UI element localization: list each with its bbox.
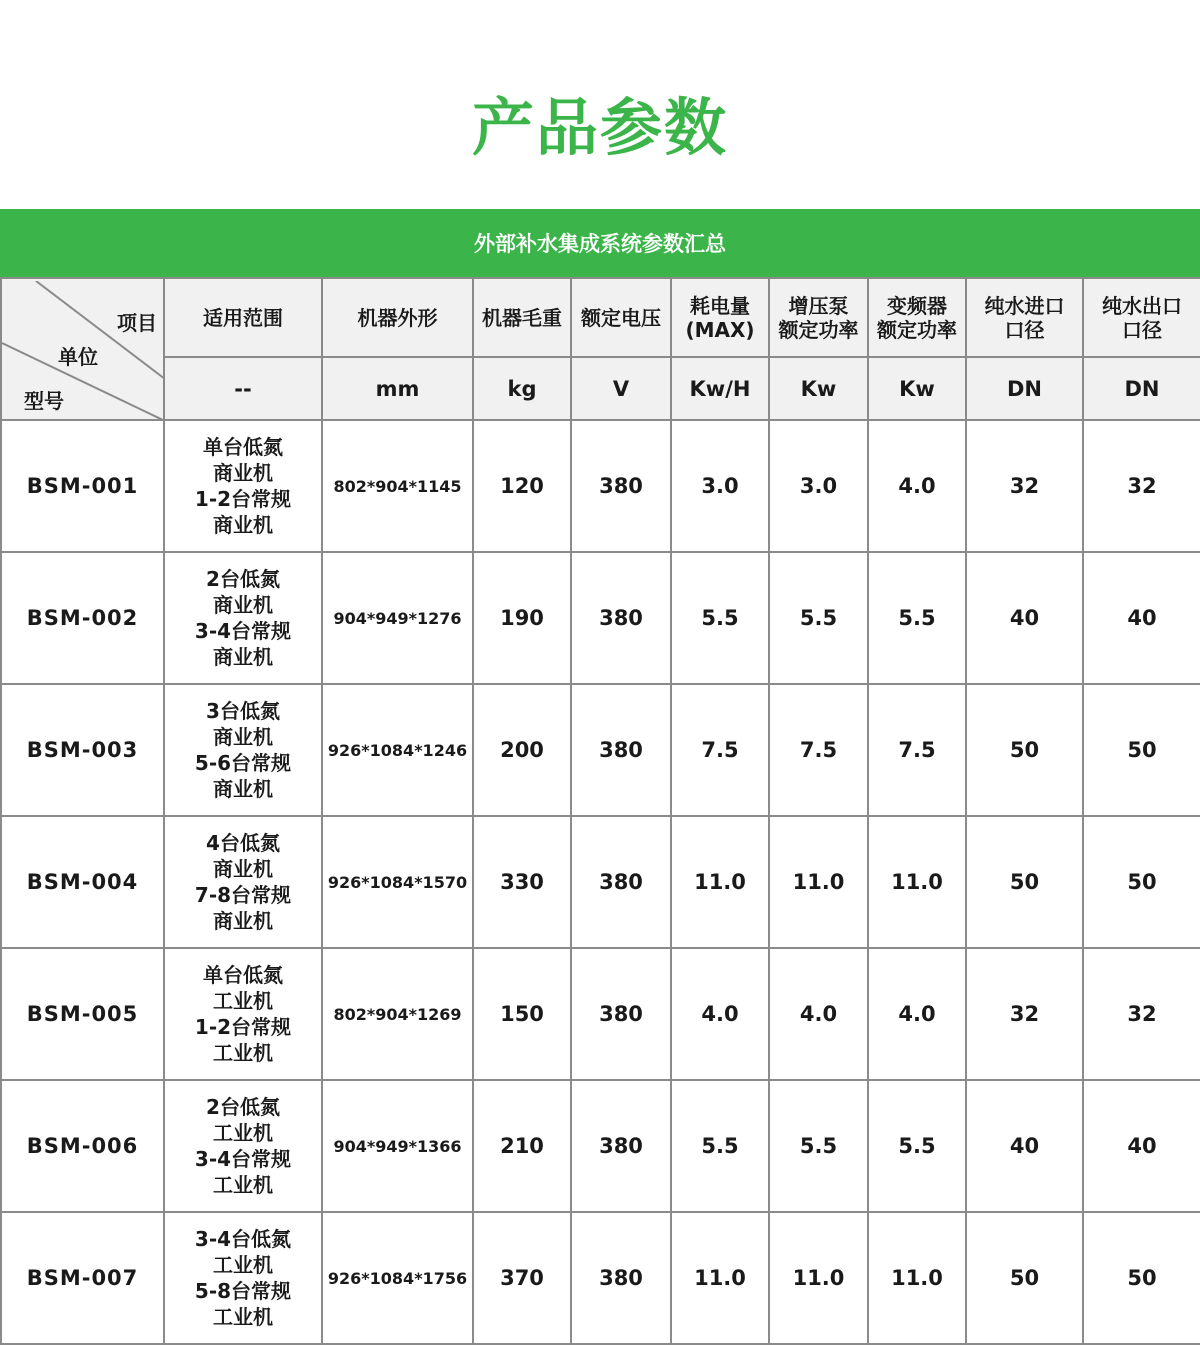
weight-cell: 150 [473,948,571,1080]
scope-line: 3台低氮 [206,699,280,723]
dimensions-cell: 926*1084*1570 [322,816,473,948]
scope-line: 3-4台常规 [194,619,292,643]
scope-cell [164,420,322,552]
voltage-cell: 380 [571,1080,671,1212]
column-header-line: 额定功率 [778,317,859,342]
power-cell: 5.5 [671,1080,769,1212]
voltage-cell: 380 [571,684,671,816]
scope-line: 7-8台常规 [194,883,292,907]
dimensions-cell: 802*904*1269 [322,948,473,1080]
scope-line: 单台低氮 [203,963,283,987]
scope-line: 工业机 [213,1173,273,1197]
inverter-cell: 4.0 [868,948,966,1080]
model-cell: BSM-005 [1,948,164,1080]
dimensions-cell: 802*904*1145 [322,420,473,552]
column-unit: Kw [868,357,966,420]
scope-cell [164,948,322,1080]
column-unit: -- [164,357,322,420]
column-header-line: 口径 [1004,317,1045,342]
scope-line: 单台低氮 [203,435,283,459]
banner-text: 外部补水集成系统参数汇总 [474,232,726,256]
power-cell: 7.5 [671,684,769,816]
scope-line: 2台低氮 [206,1095,280,1119]
column-header-line: 机器外形 [357,305,438,330]
column-header [473,278,571,357]
params-table-body [1,278,1200,1344]
column-header-line: 额定电压 [581,305,661,330]
inlet-cell: 40 [966,552,1083,684]
column-header-line: 机器毛重 [482,305,562,330]
corner-wrap [2,281,163,417]
inlet-cell: 50 [966,816,1083,948]
pump-cell: 5.5 [769,552,868,684]
column-header [671,278,769,357]
outlet-cell: 50 [1083,1212,1200,1344]
dimensions-cell: 904*949*1366 [322,1080,473,1212]
outlet-cell: 32 [1083,420,1200,552]
outlet-cell: 50 [1083,816,1200,948]
table-row [1,420,1200,552]
scope-line: 工业机 [213,1041,273,1065]
scope-line: 商业机 [213,513,273,537]
scope-line: 1-2台常规 [194,1015,292,1039]
power-cell: 11.0 [671,1212,769,1344]
voltage-cell: 380 [571,816,671,948]
column-header-line: 额定功率 [877,317,957,342]
scope-line: 商业机 [213,645,273,669]
inverter-cell: 4.0 [868,420,966,552]
scope-line: 工业机 [213,989,273,1013]
scope-cell [164,1212,322,1344]
column-unit: DN [966,357,1083,420]
scope-cell [164,816,322,948]
column-header-line: (MAX) [685,317,755,342]
weight-cell: 370 [473,1212,571,1344]
weight-cell: 330 [473,816,571,948]
inverter-cell: 5.5 [868,552,966,684]
column-header-line: 适用范围 [203,305,283,330]
column-header [966,278,1083,357]
outlet-cell: 50 [1083,684,1200,816]
scope-line: 2台低氮 [206,567,280,591]
scope-line: 5-6台常规 [194,751,292,775]
column-header [164,278,322,357]
power-cell: 3.0 [671,420,769,552]
scope-line: 工业机 [213,1305,273,1329]
weight-cell: 190 [473,552,571,684]
corner-cell [1,278,164,420]
column-header [868,278,966,357]
model-cell: BSM-004 [1,816,164,948]
dimensions-cell: 926*1084*1756 [322,1212,473,1344]
column-unit: DN [1083,357,1200,420]
outlet-cell: 32 [1083,948,1200,1080]
inlet-cell: 32 [966,420,1083,552]
column-header-line: 耗电量 [690,293,750,318]
voltage-cell: 380 [571,552,671,684]
inlet-cell: 40 [966,1080,1083,1212]
power-cell: 4.0 [671,948,769,1080]
inlet-cell: 50 [966,1212,1083,1344]
scope-cell [164,684,322,816]
scope-line: 4台低氮 [206,831,280,855]
scope-line: 商业机 [213,777,273,801]
corner-item-label: 项目 [117,311,157,335]
column-header [322,278,473,357]
scope-line: 3-4台低氮 [194,1227,292,1251]
params-table [0,277,1200,1345]
inlet-cell: 32 [966,948,1083,1080]
column-unit: Kw [769,357,868,420]
scope-line: 5-8台常规 [194,1279,292,1303]
model-cell: BSM-002 [1,552,164,684]
header-row [1,278,1200,357]
table-row [1,948,1200,1080]
scope-line: 商业机 [213,461,273,485]
outlet-cell: 40 [1083,552,1200,684]
table-banner [0,209,1200,277]
scope-line: 商业机 [213,909,273,933]
pump-cell: 4.0 [769,948,868,1080]
column-header [571,278,671,357]
model-cell: BSM-003 [1,684,164,816]
table-row [1,1212,1200,1344]
scope-line: 商业机 [213,593,273,617]
pump-cell: 3.0 [769,420,868,552]
scope-line: 工业机 [213,1121,273,1145]
inlet-cell: 50 [966,684,1083,816]
power-cell: 5.5 [671,552,769,684]
voltage-cell: 380 [571,1212,671,1344]
column-unit: kg [473,357,571,420]
voltage-cell: 380 [571,420,671,552]
model-cell: BSM-006 [1,1080,164,1212]
table-row [1,684,1200,816]
unit-row [1,357,1200,420]
scope-line: 工业机 [213,1253,273,1277]
column-unit: mm [322,357,473,420]
table-row [1,552,1200,684]
inverter-cell: 11.0 [868,1212,966,1344]
corner-unit-label: 单位 [58,345,98,369]
column-header-line: 增压泵 [788,293,849,318]
scope-cell [164,1080,322,1212]
scope-line: 1-2台常规 [194,487,292,511]
page-title: 产品参数 [471,91,728,164]
scope-line: 商业机 [213,857,273,881]
outlet-cell: 40 [1083,1080,1200,1212]
column-header-line: 纯水进口 [984,293,1065,318]
table-row [1,816,1200,948]
pump-cell: 11.0 [769,1212,868,1344]
voltage-cell: 380 [571,948,671,1080]
column-header-line: 口径 [1122,317,1162,342]
column-header [769,278,868,357]
table-row [1,1080,1200,1212]
inverter-cell: 7.5 [868,684,966,816]
column-header [1083,278,1200,357]
weight-cell: 120 [473,420,571,552]
column-header-line: 纯水出口 [1102,293,1182,318]
scope-cell [164,552,322,684]
dimensions-cell: 904*949*1276 [322,552,473,684]
weight-cell: 210 [473,1080,571,1212]
column-unit: Kw/H [671,357,769,420]
inverter-cell: 5.5 [868,1080,966,1212]
column-header-line: 变频器 [887,293,947,318]
pump-cell: 7.5 [769,684,868,816]
model-cell: BSM-007 [1,1212,164,1344]
pump-cell: 5.5 [769,1080,868,1212]
pump-cell: 11.0 [769,816,868,948]
model-cell: BSM-001 [1,420,164,552]
power-cell: 11.0 [671,816,769,948]
scope-line: 商业机 [213,725,273,749]
dimensions-cell: 926*1084*1246 [322,684,473,816]
column-unit: V [571,357,671,420]
corner-model-label: 型号 [24,389,64,413]
scope-line: 3-4台常规 [194,1147,292,1171]
weight-cell: 200 [473,684,571,816]
inverter-cell: 11.0 [868,816,966,948]
